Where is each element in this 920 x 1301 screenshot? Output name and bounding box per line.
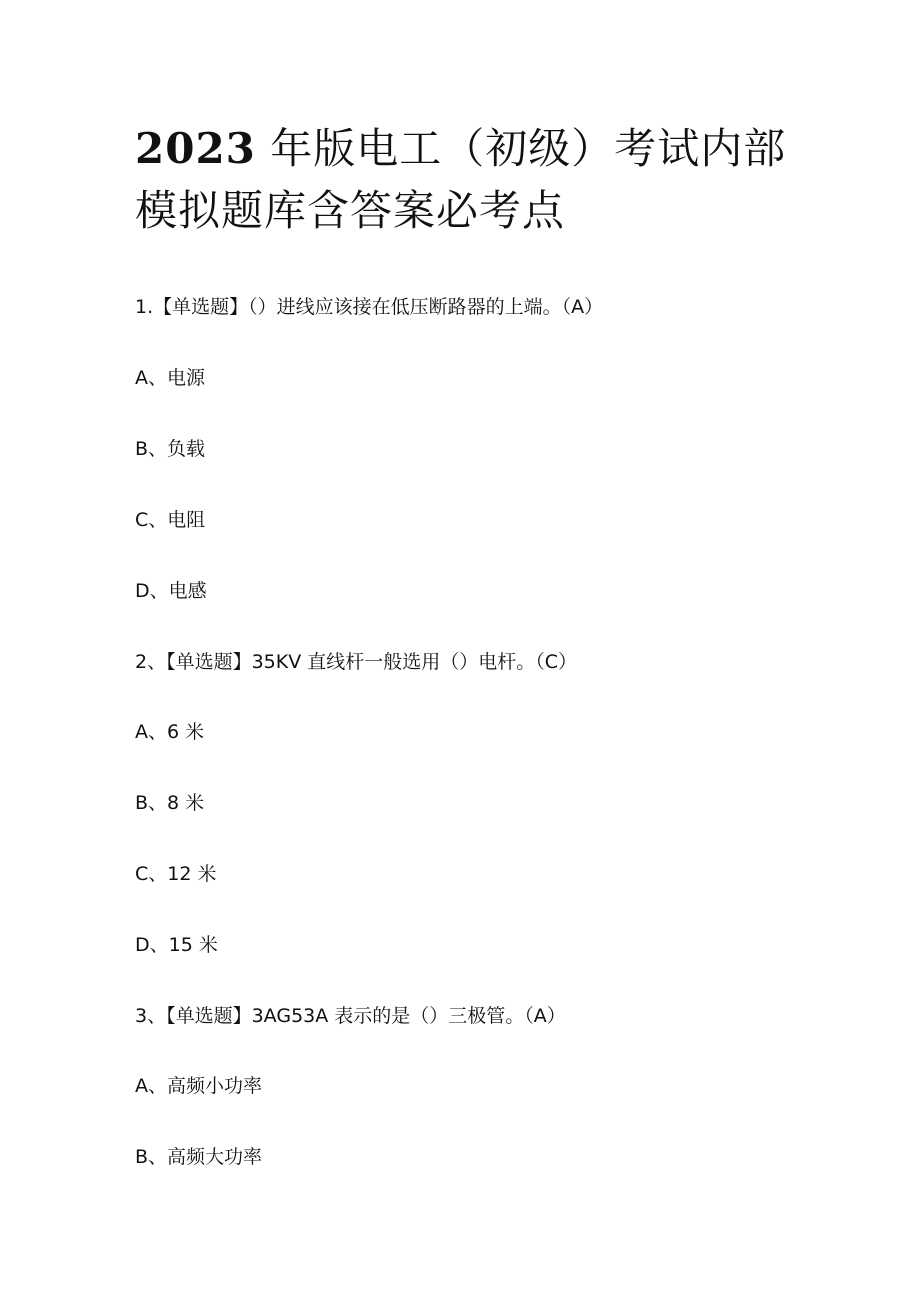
question-3-option-b: B、高频大功率 bbox=[135, 1146, 263, 1168]
question-1-option-c: C、电阻 bbox=[135, 509, 206, 531]
question-2-option-b: B、8 米 bbox=[135, 792, 205, 814]
question-3-option-a: A、高频小功率 bbox=[135, 1075, 262, 1097]
title-year: 2023 bbox=[135, 124, 256, 173]
question-1-option-d: D、电感 bbox=[135, 580, 207, 602]
question-2-stem: 2、【单选题】35KV 直线杆一般选用（）电杆。（C） bbox=[135, 651, 578, 673]
question-1-stem: 1.【单选题】（）进线应该接在低压断路器的上端。（A） bbox=[135, 296, 604, 318]
question-3-stem: 3、【单选题】3AG53A 表示的是（）三极管。（A） bbox=[135, 1005, 566, 1027]
title-text: 年版电工（初级）考试内部模拟题库含答案必考点 bbox=[135, 124, 787, 235]
question-2-option-d: D、15 米 bbox=[135, 934, 218, 956]
question-1-option-b: B、负载 bbox=[135, 438, 206, 460]
question-1-option-a: A、电源 bbox=[135, 367, 205, 389]
document-title bbox=[135, 118, 815, 242]
question-2-option-c: C、12 米 bbox=[135, 863, 217, 885]
question-2-option-a: A、6 米 bbox=[135, 721, 205, 743]
